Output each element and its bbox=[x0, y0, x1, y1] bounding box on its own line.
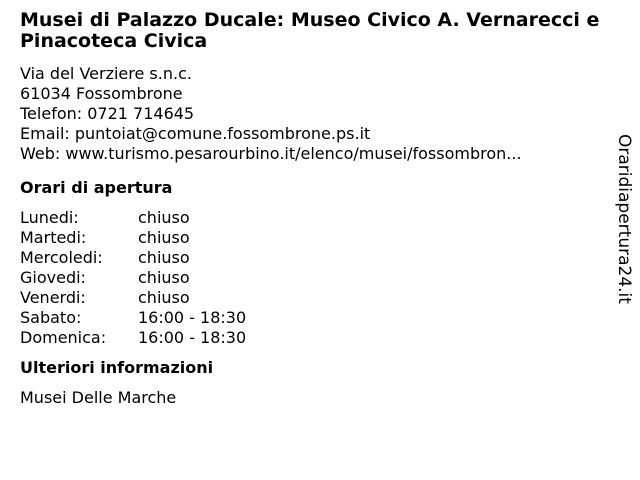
hours-day: Lunedi: bbox=[20, 208, 79, 227]
site-watermark: Oraridiapertura24.it bbox=[614, 134, 634, 304]
hours-row bbox=[20, 308, 610, 328]
more-info-heading: Ulteriori informazioni bbox=[20, 358, 214, 377]
hours-row bbox=[20, 208, 610, 228]
hours-time: chiuso bbox=[138, 268, 190, 287]
hours-time: chiuso bbox=[138, 288, 190, 307]
website-url: Web: www.turismo.pesarourbino.it/elenco/musei/fossombron... bbox=[20, 144, 522, 163]
address-block bbox=[20, 64, 610, 164]
hours-day: Giovedi: bbox=[20, 268, 86, 287]
hours-row bbox=[20, 228, 610, 248]
hours-day: Domenica: bbox=[20, 328, 107, 347]
hours-row bbox=[20, 248, 610, 268]
hours-day: Mercoledi: bbox=[20, 248, 103, 267]
more-info-text: Musei Delle Marche bbox=[20, 388, 177, 407]
hours-row bbox=[20, 328, 610, 348]
hours-time: 16:00 - 18:30 bbox=[138, 308, 247, 327]
phone-number: Telefon: 0721 714645 bbox=[20, 104, 195, 123]
hours-day: Sabato: bbox=[20, 308, 82, 327]
hours-time: chiuso bbox=[138, 208, 190, 227]
city-postal: 61034 Fossombrone bbox=[20, 84, 183, 103]
opening-hours-heading: Orari di apertura bbox=[20, 178, 173, 197]
opening-hours-table bbox=[20, 208, 610, 348]
hours-time: chiuso bbox=[138, 248, 190, 267]
hours-day: Martedi: bbox=[20, 228, 87, 247]
museum-info-card bbox=[20, 10, 610, 408]
hours-row bbox=[20, 268, 610, 288]
email-address: Email: puntoiat@comune.fossombrone.ps.it bbox=[20, 124, 371, 143]
hours-row bbox=[20, 288, 610, 308]
hours-time: chiuso bbox=[138, 228, 190, 247]
page-title: Musei di Palazzo Ducale: Museo Civico A. Vernarecci e Pinacoteca Civica bbox=[20, 9, 600, 52]
hours-time: 16:00 - 18:30 bbox=[138, 328, 247, 347]
hours-day: Venerdi: bbox=[20, 288, 86, 307]
street-address: Via del Verziere s.n.c. bbox=[20, 64, 192, 83]
